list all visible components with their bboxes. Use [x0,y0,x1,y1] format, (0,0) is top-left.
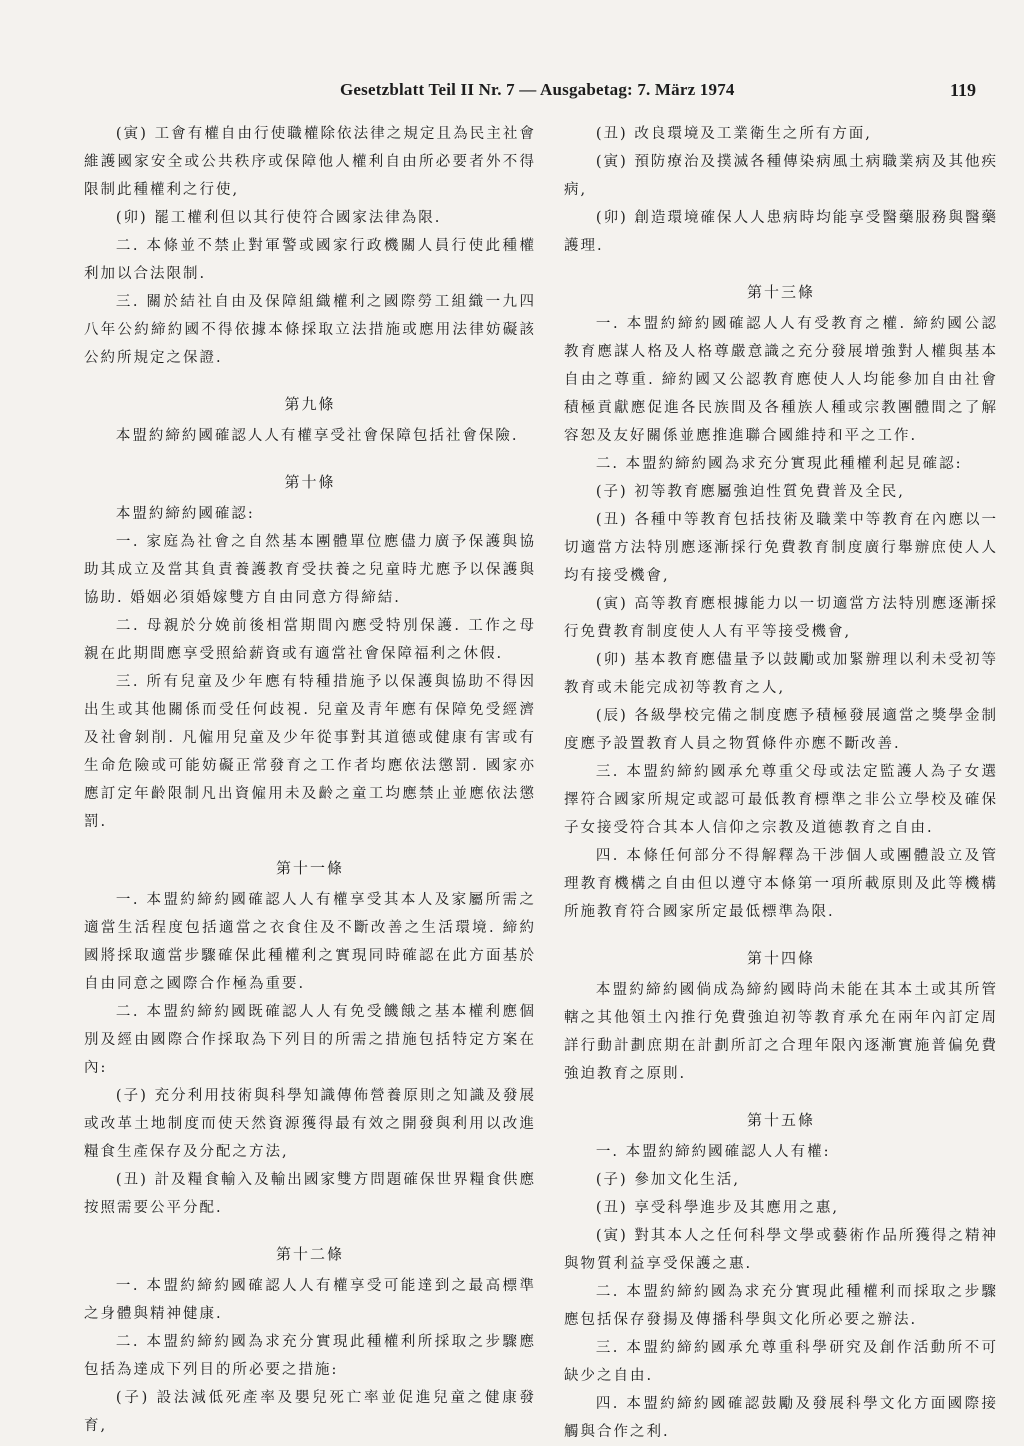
paragraph: 四. 本條任何部分不得解釋為干涉個人或團體設立及管理教育機構之自由但以遵守本條第一項所載原則及此等機構所施教育符合國家所定最低標準為限. [564,848,998,920]
paragraph: 本盟約締約國確認人人有權享受社會保障包括社會保險. [115,428,519,444]
article-heading: 第十一條 [275,859,344,877]
list-item: (子) 充分利用技術與科學知識傳佈營養原則之知識及發展或改革土地制度而使天然資源獲得最有效之開發與利用以改進糧食生產保存及分配之方法, [84,1088,536,1160]
paragraph: (卯) 罷工權利但以其行使符合國家法律為限. [115,210,442,226]
paragraph: 一. 本盟約締約國確認人人有權享受其本人及家屬所需之適當生活程度包括適當之衣食住及不斷改善之生活環境. 締約國將採取適當步驟確保此種權利之實現同時確認在此方面基於自由同意之國際合作極為重要. [84,892,536,992]
list-item: (卯) 創造環境確保人人患病時均能享受醫藥服務與醫藥護理. [564,210,998,254]
page-header [0,80,1024,110]
list-item: (辰) 各級學校完備之制度應予積極發展適當之獎學金制度應予設置教育人員之物質條件亦應不斷改善. [564,708,998,752]
article-heading: 第九條 [284,395,336,413]
left-column [84,120,536,1440]
list-item: (寅) 高等教育應根據能力以一切適當方法特別應逐漸採行免費教育制度使人人有平等接受機會, [564,596,998,640]
list-item: (子) 參加文化生活, [595,1172,740,1188]
article-heading: 第十五條 [746,1111,815,1129]
paragraph: 一. 本盟約締約國確認人人有受教育之權. 締約國公認教育應謀人格及人格尊嚴意識之充分發展增強對人權與基本自由之尊重. 締約國又公認教育應使人人均能參加自由社會積極貢獻應促進各民族間及各種族人種或宗教團體間之了解容恕及友好關係並應推進聯合國維持和平之工作. [564,316,998,444]
paragraph: 一. 家庭為社會之自然基本團體單位應儘力廣予保護與協助其成立及當其負責養護教育受扶養之兒童時尤應予以保護與協助. 婚姻必須婚嫁雙方自由同意方得締結. [84,534,536,606]
paragraph: 一. 本盟約締約國確認人人有權: [595,1144,831,1160]
paragraph: 三. 關於結社自由及保障組織權利之國際勞工組織一九四八年公約締約國不得依據本條採取立法措施或應用法律妨礙該公約所規定之保證. [84,294,536,366]
list-item: (子) 設法減低死產率及嬰兒死亡率並促進兒童之健康發育, [84,1390,536,1434]
article-heading: 第十條 [284,473,336,491]
paragraph: 二. 本盟約締約國為求充分實現此種權利所採取之步驟應包括為達成下列目的所必要之措施: [84,1334,536,1378]
paragraph: 三. 所有兒童及少年應有特種措施予以保護與協助不得因出生或其他關係而受任何歧視. 兒童及青年應有保障免受經濟及社會剝削. 凡僱用兒童及少年從事對其道德或健康有害或有生命危險或可能妨礙正常發育之工作者均應依法懲罰. 國家亦應訂定年齡限制凡出資僱用未及齡之童工均應禁止並應依法懲罰. [84,674,536,830]
paragraph: 二. 本盟約締約國為求充分實現此種權利而採取之步驟應包括保存發揚及傳播科學與文化所必要之辦法. [564,1284,998,1328]
paragraph: 二. 母親於分娩前後相當期間內應受特別保護. 工作之母親在此期間應享受照給薪資或有適當社會保障福利之休假. [84,618,536,662]
article-heading: 第十四條 [746,949,815,967]
paragraph: 二. 本盟約締約國為求充分實現此種權利起見確認: [595,456,963,472]
paragraph: 四. 本盟約締約國確認鼓勵及發展科學文化方面國際接觸與合作之利. [564,1396,998,1440]
article-heading: 第十二條 [275,1245,344,1263]
article-heading: 第十三條 [746,283,815,301]
paragraph: 二. 本條並不禁止對軍警或國家行政機關人員行使此種權利加以合法限制. [84,238,536,282]
page-number: 119 [950,80,977,100]
list-item: (寅) 對其本人之任何科學文學或藝術作品所獲得之精神與物質利益享受保護之惠. [564,1228,998,1272]
list-item: (卯) 基本教育應儘量予以鼓勵或加緊辦理以利未受初等教育或未能完成初等教育之人, [564,652,998,696]
paragraph: 本盟約締約國倘成為締約國時尚未能在其本土或其所管轄之其他領土內推行免費強迫初等教育承允在兩年內訂定周詳行動計劃庶期在計劃所訂之合理年限內逐漸實施普偏免費強迫教育之原則. [564,982,998,1082]
paragraph: 三. 本盟約締約國承允尊重父母或法定監護人為子女選擇符合國家所規定或認可最低教育標準之非公立學校及確保子女接受符合其本人信仰之宗教及道德教育之自由. [564,764,998,836]
list-item: (丑) 改良環境及工業衛生之所有方面, [595,126,872,142]
paragraph: 三. 本盟約締約國承允尊重科學研究及創作活動所不可缺少之自由. [564,1340,998,1384]
paragraph: 二. 本盟約締約國既確認人人有免受饑餓之基本權利應個別及經由國際合作採取為下列目的所需之措施包括特定方案在內: [84,1004,536,1076]
list-item: (丑) 享受科學進步及其應用之惠, [595,1200,839,1216]
paragraph: 本盟約締約國確認: [115,506,255,522]
paragraph: 一. 本盟約締約國確認人人有權享受可能達到之最高標準之身體與精神健康. [84,1278,536,1322]
list-item: (子) 初等教育應屬強迫性質免費普及全民, [595,484,905,500]
paragraph: (寅) 工會有權自由行使職權除依法律之規定且為民主社會維護國家安全或公共秩序或保障他人權利自由所必要者外不得限制此種權利之行使, [84,126,536,198]
gazette-title: Gesetzblatt Teil II Nr. 7 — Ausgabetag: 7. März 1974 [340,80,735,99]
list-item: (丑) 各種中等教育包括技術及職業中等教育在內應以一切適當方法特別應逐漸採行免費教育制度廣行舉辦庶使人人均有接受機會, [564,512,998,584]
list-item: (寅) 預防療治及撲滅各種傳染病風土病職業病及其他疾病, [564,154,998,198]
right-column [564,120,998,1446]
list-item: (丑) 計及糧食輸入及輸出國家雙方問題確保世界糧食供應按照需要公平分配. [84,1172,536,1216]
